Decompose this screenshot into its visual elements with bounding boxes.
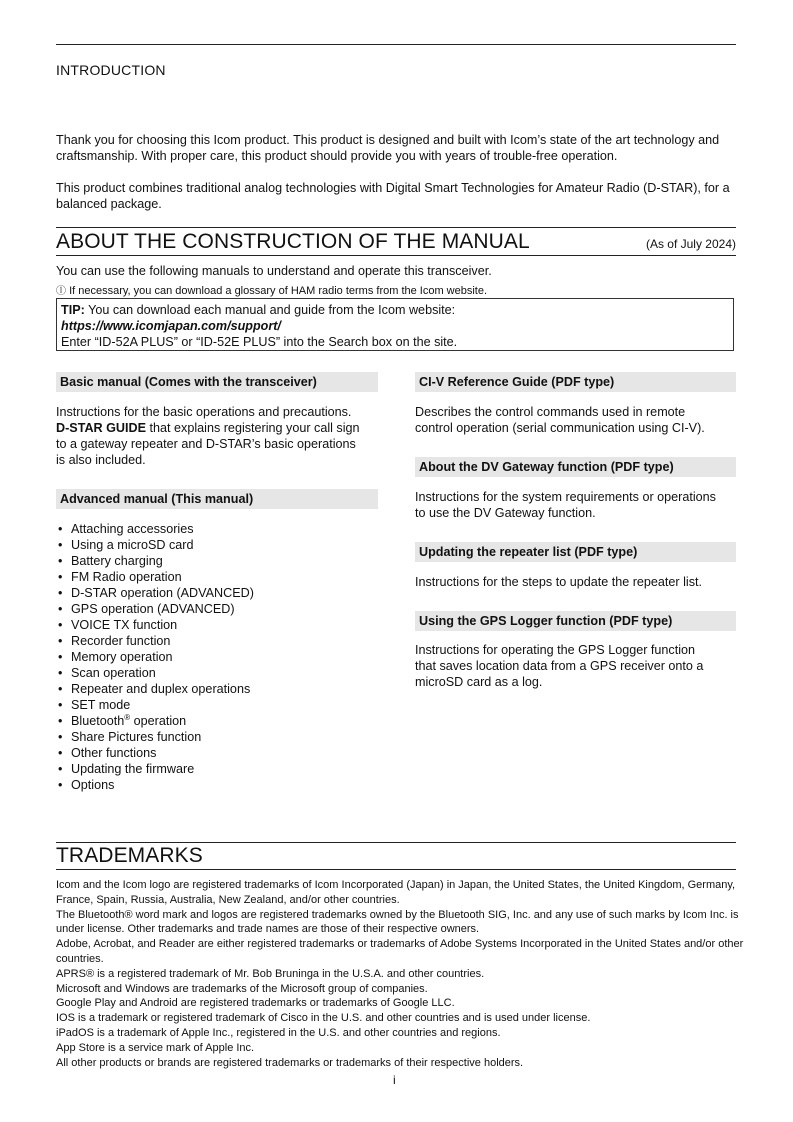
list-item: • Recorder function [58,634,171,648]
gps-line-3: microSD card as a log. [415,675,543,689]
list-item: • VOICE TX function [58,618,178,632]
civ-guide-heading: CI-V Reference Guide (PDF type) [415,372,736,392]
gps-logger-heading: Using the GPS Logger function (PDF type) [415,611,736,631]
basic-manual-line-4: is also included. [56,453,146,467]
list-item: • Bluetooth® operation [58,712,187,728]
glossary-note [56,282,487,297]
repeater-list-heading: Updating the repeater list (PDF type) [415,542,736,562]
list-item: • Attaching accessories [58,522,194,536]
tip-box [56,298,734,351]
gps-logger-description [415,642,745,690]
tip-enter-text: Enter “ID-52A PLUS” or “ID-52E PLUS” into the Search box on the site. [61,335,458,349]
list-item: • Other functions [58,746,157,760]
trademarks-text [56,878,746,1070]
section-label: INTRODUCTION [56,62,166,78]
basic-manual-line-1: Instructions for the basic operations and precautions. [56,405,352,419]
trademark-line: Adobe, Acrobat, and Reader are either registered trademarks or trademarks of Adobe Systems Incorporated in the United States and/or other countries. [56,938,744,965]
trademarks-rule-top [56,842,736,843]
intro-paragraph-2: This product combines traditional analog technologies with Digital Smart Technologies for Amateur Radio (D-STAR), for a balanced package. [56,181,730,211]
civ-line-1: Describes the control commands used in remote [415,405,686,419]
list-item: • Share Pictures function [58,730,202,744]
info-icon: ⓛ [56,286,66,297]
list-item: • GPS operation (ADVANCED) [58,602,235,616]
trademark-line: IOS is a trademark or registered trademark of Cisco in the U.S. and other countries and is used under license. [56,1012,591,1025]
trademarks-rule-bottom [56,869,736,870]
list-item: • Options [58,778,115,792]
repeater-list-description [415,574,745,590]
construction-rule-bottom [56,255,736,256]
dv-gateway-heading: About the DV Gateway function (PDF type) [415,457,736,477]
dv-line-2: to use the DV Gateway function. [415,506,596,520]
basic-manual-line-2: that explains registering your call sign [149,421,360,435]
trademark-line: APRS® is a registered trademark of Mr. Bob Bruninga in the U.S.A. and other countries. [56,967,485,980]
tip-label: TIP: [61,303,85,317]
construction-rule-top [56,227,736,228]
trademark-line: Icom and the Icom logo are registered trademarks of Icom Incorporated (Japan) in Japan, the United States, the United Kingdom, Germany, France, Spain, Russia, Australia, New Zealand, and/or other countries. [56,879,736,906]
list-item: • D-STAR operation (ADVANCED) [58,586,254,600]
trademarks-title: TRADEMARKS [56,844,203,867]
support-link[interactable]: https://www.icomjapan.com/support/ [61,319,281,333]
list-item: • Memory operation [58,650,173,664]
list-item: • SET mode [58,698,131,712]
trademark-line: All other products or brands are registered trademarks or trademarks of their respective holders. [56,1056,524,1069]
trademark-line: iPadOS is a trademark of Apple Inc., registered in the U.S. and other countries and regions. [56,1026,501,1039]
advanced-manual-contents [58,521,254,793]
as-of-date: (As of July 2024) [645,237,736,251]
repeater-line-1: Instructions for the steps to update the repeater list. [415,575,703,589]
dv-line-1: Instructions for the system requirements or operations [415,490,716,504]
gps-line-2: that saves location data from a GPS receiver onto a [415,659,704,673]
civ-line-2: control operation (serial communication using CI-V). [415,421,705,435]
gps-line-1: Instructions for operating the GPS Logger function [415,643,696,657]
advanced-manual-heading: Advanced manual (This manual) [56,489,378,509]
tip-text: You can download each manual and guide from the Icom website: [88,303,456,317]
basic-manual-description [56,404,386,468]
trademark-line: Microsoft and Windows are trademarks of the Microsoft group of companies. [56,982,428,995]
intro-paragraph-1: Thank you for choosing this Icom product. This product is designed and built with Icom’s state of the art technology and craftsmanship. With proper care, this product should provide you with years of trouble-free operation. [56,133,720,163]
glossary-note-text: If necessary, you can download a glossary of HAM radio terms from the Icom website. [69,285,488,297]
basic-manual-heading: Basic manual (Comes with the transceiver) [56,372,378,392]
list-item: • Battery charging [58,554,163,568]
trademark-line: Google Play and Android are registered trademarks or trademarks of Google LLC. [56,997,455,1010]
construction-title: ABOUT THE CONSTRUCTION OF THE MANUAL [56,230,530,253]
list-item: • Updating the firmware [58,762,195,776]
list-item: • FM Radio operation [58,570,182,584]
trademark-line: The Bluetooth® word mark and logos are registered trademarks owned by the Bluetooth SIG, Inc. and any use of such marks by Icom Inc. is under license. Other trademarks and trade names are those of their respective owners. [56,908,739,936]
top-rule [56,44,736,45]
dstar-guide-label: D-STAR GUIDE [56,421,147,435]
use-manuals-text: You can use the following manuals to understand and operate this transceiver. [56,264,492,278]
list-item: • Repeater and duplex operations [58,682,251,696]
trademark-line: App Store is a service mark of Apple Inc. [56,1041,255,1054]
dv-gateway-description [415,489,745,521]
page-number: i [393,1073,396,1087]
list-item: • Scan operation [58,666,156,680]
basic-manual-line-3: to a gateway repeater and D-STAR’s basic operations [56,437,356,451]
list-item: • Using a microSD card [58,538,194,552]
civ-guide-description [415,404,745,436]
